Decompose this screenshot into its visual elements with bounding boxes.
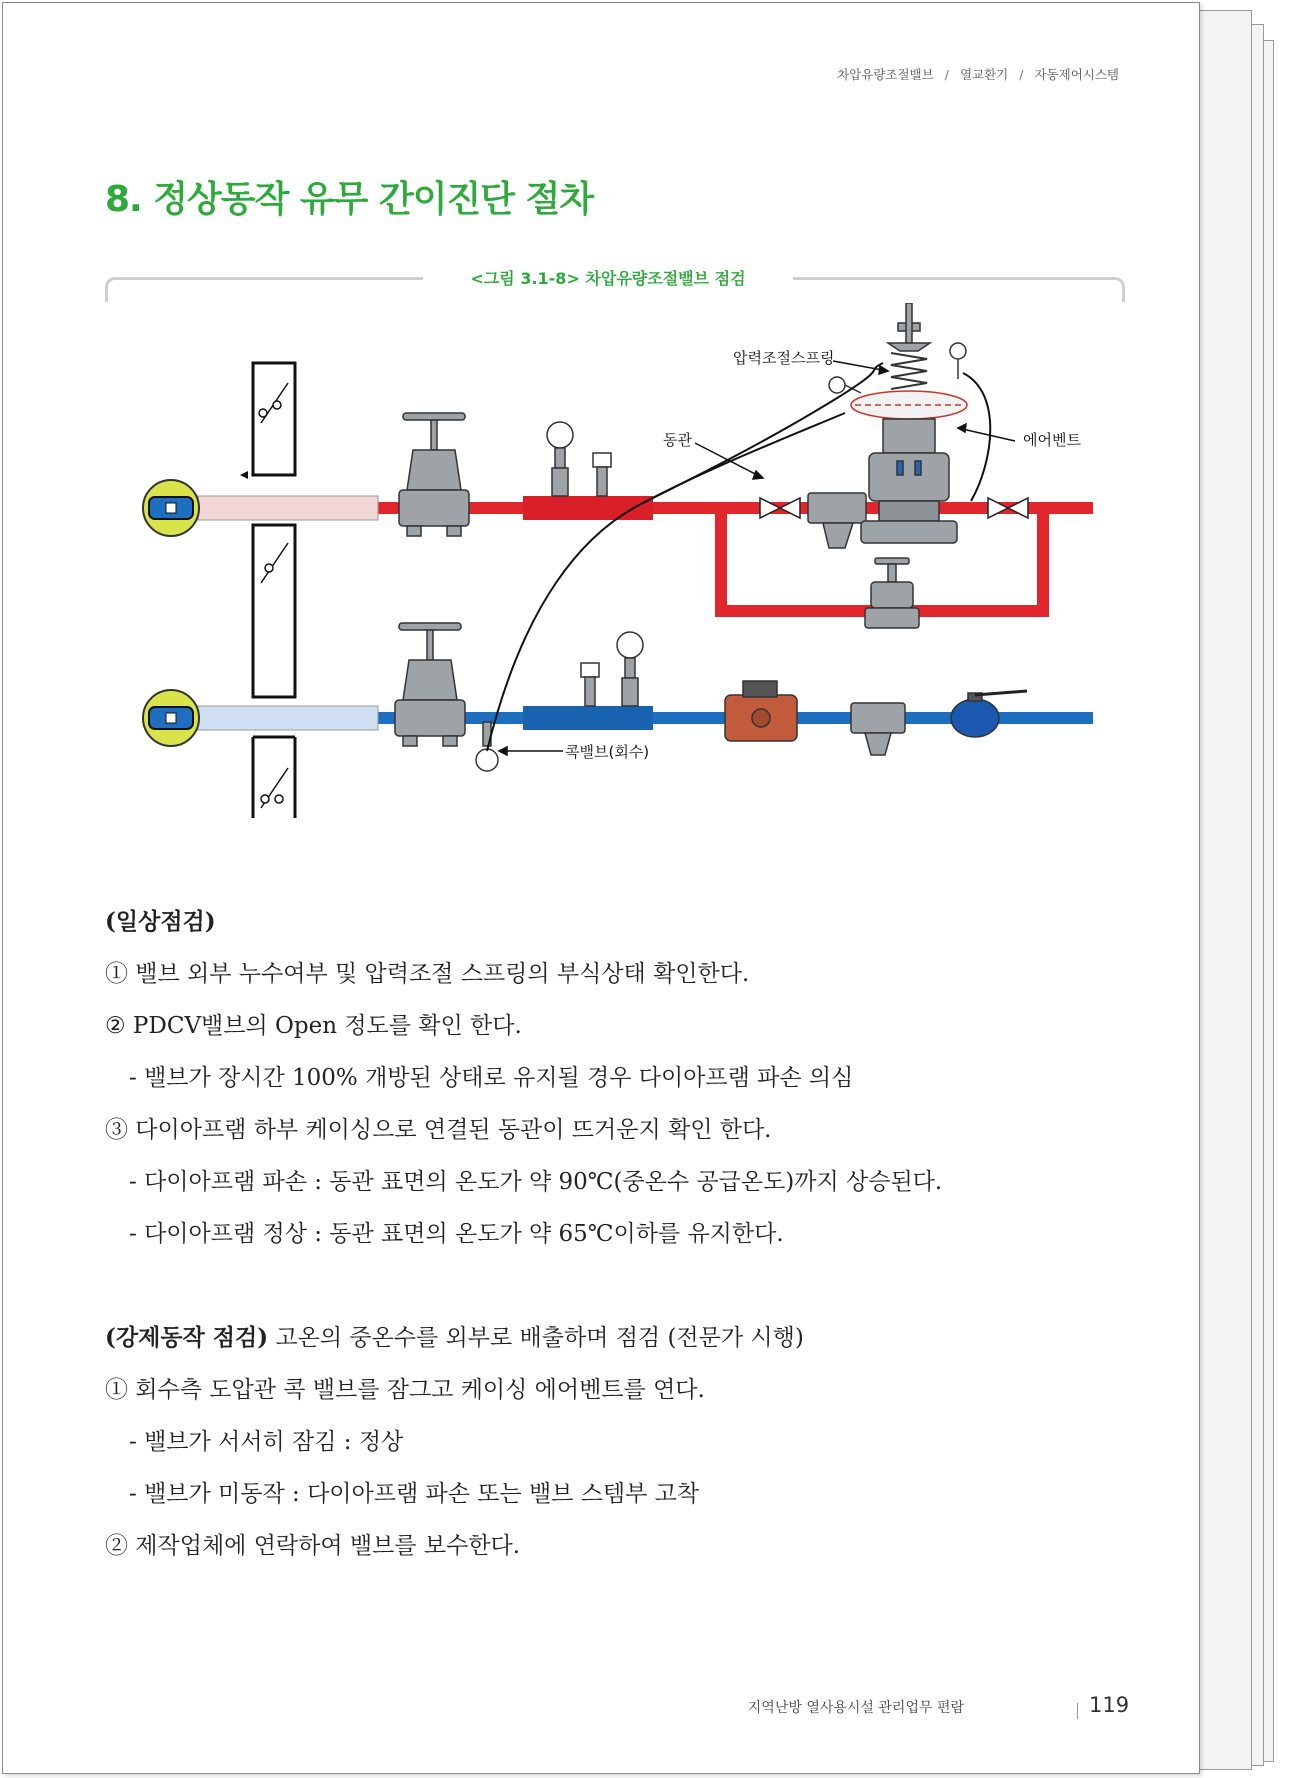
daily-line: - 다이아프램 파손 : 동관 표면의 온도가 약 90℃(중온수 공급온도)까지 상승된다. bbox=[129, 1169, 943, 1195]
pipe-end-cap-return bbox=[143, 690, 199, 746]
footer-divider bbox=[1077, 1703, 1078, 1719]
forced-heading bbox=[105, 1319, 804, 1352]
daily-line: - 다이아프램 정상 : 동관 표면의 온도가 약 65℃이하를 유지한다. bbox=[129, 1221, 784, 1247]
bypass-valve bbox=[865, 558, 919, 628]
daily-line: ② PDCV밸브의 Open 정도를 확인 한다. bbox=[105, 1013, 522, 1039]
breadcrumb-item: 열교환기 bbox=[959, 67, 1009, 82]
daily-line: ③ 다이아프램 하부 케이싱으로 연결된 동관이 뜨거운지 확인 한다. bbox=[105, 1117, 772, 1143]
label-cock-valve: 콕밸브(회수) bbox=[565, 743, 650, 761]
breadcrumb-item: 자동제어시스템 bbox=[1034, 67, 1119, 82]
label-spring: 압력조절스프링 bbox=[733, 349, 835, 367]
daily-line: - 밸브가 장시간 100% 개방된 상태로 유지될 경우 다이아프램 파손 의심 bbox=[129, 1065, 854, 1091]
book-page bbox=[2, 2, 1200, 1774]
strainer-return bbox=[851, 703, 905, 755]
wall bbox=[253, 363, 295, 818]
breadcrumb-item: 차압유량조절밸브 bbox=[837, 67, 934, 82]
label-air-vent: 에어벤트 bbox=[1023, 431, 1081, 449]
page-title: 8. 정상동작 유무 간이진단 절차 bbox=[105, 179, 594, 220]
breadcrumb: 차압유량조절밸브 / 열교환기 / 자동제어시스템 bbox=[837, 67, 1119, 82]
forced-heading-rest: 고온의 중온수를 외부로 배출하며 점검 (전문가 시행) bbox=[268, 1325, 804, 1351]
forced-line: ② 제작업체에 연락하여 밸브를 보수한다. bbox=[105, 1533, 521, 1559]
footer-book-title: 지역난방 열사용시설 관리업무 편람 bbox=[747, 1700, 964, 1716]
cock-valve-gauge bbox=[476, 722, 498, 771]
strainer-supply bbox=[808, 493, 866, 548]
spring-icon bbox=[891, 353, 927, 389]
thermometer-return bbox=[581, 663, 599, 706]
copper-tube-upper bbox=[643, 413, 845, 503]
pressure-gauge-return bbox=[617, 632, 643, 706]
figure-caption: <그림 3.1-8> 차압유량조절밸브 점검 bbox=[423, 266, 793, 289]
page-number: 119 bbox=[1089, 1693, 1130, 1717]
gate-valve-supply bbox=[399, 413, 469, 536]
ball-valve-supply-right bbox=[988, 498, 1028, 518]
pressure-gauge-supply bbox=[547, 422, 573, 496]
air-vent-line bbox=[963, 373, 990, 501]
thermometer-supply bbox=[593, 453, 611, 496]
ball-valve-supply-left bbox=[760, 498, 800, 518]
daily-heading: (일상점검) bbox=[105, 908, 216, 935]
label-copper-pipe: 동관 bbox=[663, 431, 692, 449]
forced-line: ① 회수측 도압관 콕 밸브를 잠그고 케이싱 에어벤트를 연다. bbox=[105, 1377, 705, 1403]
heat-meter bbox=[725, 681, 797, 741]
forced-line: - 밸브가 서서히 잠김 : 정상 bbox=[129, 1429, 404, 1455]
daily-line: ① 밸브 외부 누수여부 및 압력조절 스프링의 부식상태 확인한다. bbox=[105, 961, 750, 987]
gate-valve-return bbox=[395, 623, 465, 746]
forced-line: - 밸브가 미동작 : 다이아프램 파손 또는 밸브 스템부 고착 bbox=[129, 1481, 700, 1507]
pipe-end-cap-supply bbox=[143, 480, 199, 536]
valve-diagram bbox=[3, 303, 1193, 843]
forced-heading-bold: (강제동작 점검) bbox=[105, 1324, 269, 1351]
